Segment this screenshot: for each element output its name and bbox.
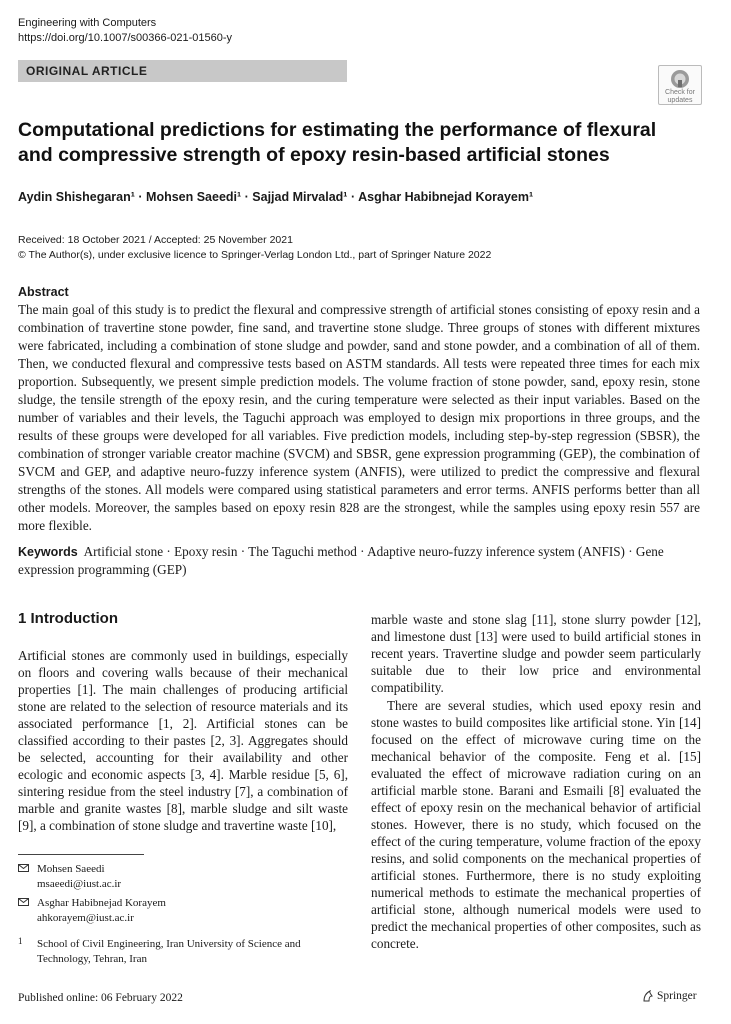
- abstract-body: The main goal of this study is to predict the flexural and compressive strength of artificial stones consisting of epoxy resin and a combination of travertine stone powder, fine sand, and travertine stone sludge. Three groups of stones with different mixtures were fabricated, including a combination of stone sludge and powder, sand and stone powder, and a combination of all of them. Then, we conducted flexural and compressive tests based on ASTM standards. All tests were repeated three times for each mix proportion. Subsequently, we present simple prediction models. The volume fraction of stone powder, sand, epoxy resin, stone sludge, the tensile strength of the epoxy resin, and the curing temperature were selected as their input variables. Based on the number of variables and their levels, the Taguchi approach was employed to design mix proportions in three groups, and the results of these groups were developed for all variables. Five prediction models, including step-by-step regression (SBSR), the combination of stronger variable creator machine (SVCM) and SBSR, gene expression programming (GEP), the combination of SVCM and GEP, and adaptive neuro-fuzzy inference system (ANFIS), were utilized to predict the compressive and flexural strengths of the stones. All models were compared using statistical parameters and error terms. ANFIS performs better than all other models. Moreover, the samples based on epoxy resin 828 are the strongest, while the samples using epoxy resin 557 are more flexible.: [18, 302, 700, 533]
- keywords-label: Keywords: [18, 545, 78, 559]
- left-column: [18, 647, 348, 834]
- author-list[interactable]: Aydin Shishegaran¹ · Mohsen Saeedi¹ · Sajjad Mirvalad¹ · Asghar Habibnejad Korayem¹: [18, 190, 534, 204]
- journal-name: Engineering with Computers: [18, 17, 157, 29]
- contact-email[interactable]: msaeedi@iust.ac.ir: [37, 878, 122, 890]
- corresponding-author-1: [18, 862, 348, 892]
- right-column: [371, 611, 701, 952]
- copyright-line: © The Author(s), under exclusive licence to Springer-Verlag London Ltd., part of Springer Nature 2022: [18, 249, 492, 261]
- crossmark-icon: [670, 69, 690, 89]
- contact-name: Asghar Habibnejad Korayem: [37, 897, 166, 909]
- footnote-divider: [18, 854, 144, 855]
- doi-link[interactable]: https://doi.org/10.1007/s00366-021-01560-y: [18, 32, 233, 44]
- journal-header: [18, 16, 232, 46]
- keywords-list: Artificial stone · Epoxy resin · The Taguchi method · Adaptive neuro-fuzzy inference system (ANFIS) · Gene expression programming (GEP): [18, 544, 664, 577]
- contact-email[interactable]: ahkorayem@iust.ac.ir: [37, 912, 134, 924]
- intro-paragraph-continued: marble waste and stone slag [11], stone slurry powder [12], and limestone dust [13] were used to build artificial stones in recent years. Travertine sludge and powder seem particularly suitable due to their low price and environmental compatibility.: [371, 612, 701, 695]
- envelope-icon: [18, 864, 29, 872]
- envelope-icon: [18, 898, 29, 906]
- check-updates-label-2: updates: [667, 97, 693, 104]
- intro-paragraph-2: There are several studies, which used epoxy resin and stone wastes to build composites like artificial stone. Yin [14] focused on the effect of microwave curing time on the mechanical behavior of the composite. Feng et al. [15] evaluated the effect of microwave radiation curing on an artificial marble stone. Barani and Esmaili [8] evaluated the effect of epoxy resin on the mechanical behavior of artificial stones. However, there is no study, which focused on the effect of the curing temperature, volume fraction of the epoxy resins, and solid components on the mechanical properties of artificial stones. Furthermore, there is no study exploiting numerical methods to estimate the mechanical properties of artificial stone, although numerical models were used to predict the mechanical properties of other composites, such as concrete.: [371, 698, 701, 951]
- keywords-block: [18, 543, 700, 579]
- section-heading-introduction: 1 Introduction: [18, 610, 118, 627]
- check-updates-label-1: Check for: [665, 89, 695, 96]
- received-accepted: Received: 18 October 2021 / Accepted: 25 November 2021: [18, 234, 293, 246]
- published-online: Published online: 06 February 2022: [18, 992, 183, 1004]
- article-type-banner: ORIGINAL ARTICLE: [18, 60, 347, 82]
- springer-horse-icon: [642, 990, 654, 1002]
- publisher-name: Springer: [657, 990, 697, 1002]
- corresponding-author-2: [18, 896, 348, 926]
- abstract-heading: Abstract: [18, 285, 69, 299]
- check-for-updates-badge[interactable]: [658, 65, 702, 105]
- intro-paragraph-1: Artificial stones are commonly used in buildings, especially on floors and covering walls because of their mechanical properties [1]. The main challenges of producing artificial stone are related to the selection of resource materials and its associated performance [1, 2]. Artificial stones can be classified according to their pastes [2, 3]. Aggregates should be selected, accounting for their availability and other ecologic and economic aspects [3, 4]. Marble residue [5, 6], sintering residue from the steel industry [7], a combination of marble and granite wastes [8], marble sludge and silt waste [9], a combination of stone sludge and travertine waste [10],: [18, 648, 348, 833]
- affiliation-text: School of Civil Engineering, Iran University of Science and Technology, Tehran, Iran: [37, 938, 301, 965]
- affiliation-number: 1: [18, 936, 23, 946]
- publication-dates: [18, 233, 491, 263]
- contact-name: Mohsen Saeedi: [37, 863, 105, 875]
- article-title: Computational predictions for estimating the performance of flexural and compressive strength of epoxy resin-based artificial stones: [18, 119, 657, 166]
- affiliation-footnote: [18, 937, 318, 967]
- publisher-logo: [642, 990, 697, 1002]
